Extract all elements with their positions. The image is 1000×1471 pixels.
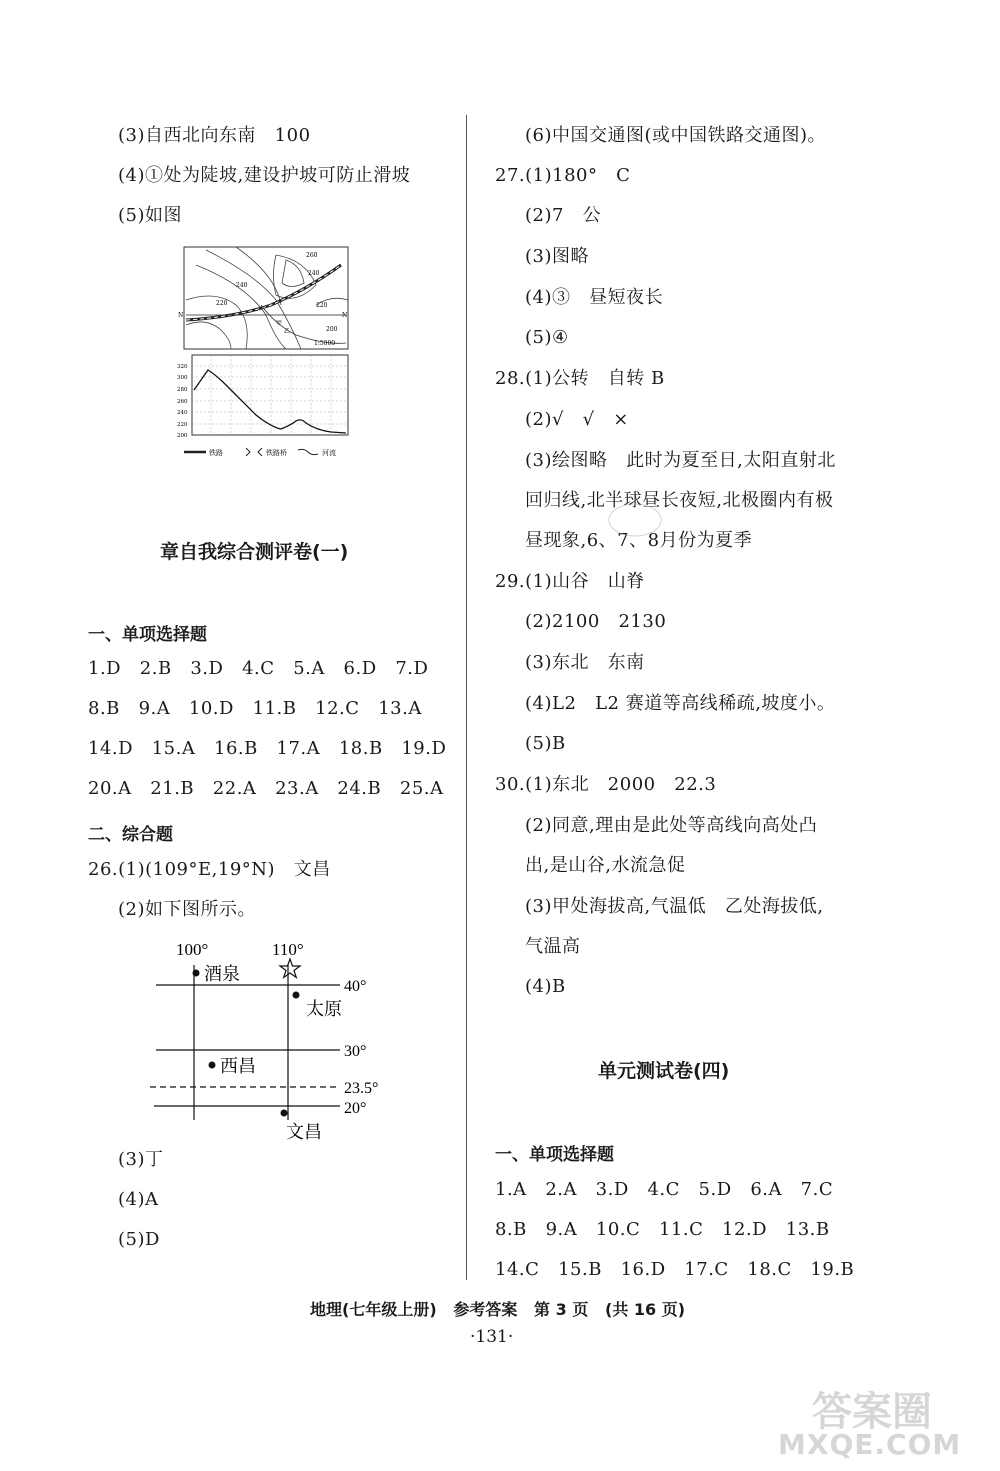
answer-line: (3)东北 东南 [525,652,645,673]
answer-line: (3)自西北向东南 100 [118,125,311,146]
y-tick: 280 [177,387,188,393]
answer-line: (2)2100 2130 [525,611,667,632]
latlon-grid-figure [140,935,400,1145]
lon-label: 110° [272,940,304,959]
site-watermark: MXQE.COM [778,1428,962,1461]
answer-line: 回归线,北半球昼长夜短,北极圈内有极 [525,490,834,511]
section-title: 一、单项选择题 [88,625,207,645]
y-tick: 320 [177,364,188,370]
answer-line: 27.(1)180° C [495,165,631,186]
answer-line: (3)甲处海拔高,气温低 乙处海拔低, [525,896,824,917]
contour-label: 200 [326,326,338,333]
answer-line: (2)同意,理由是此处等高线向高处凸 [525,815,818,836]
city-label: 太原 [306,999,342,1020]
city-label: 西昌 [220,1056,256,1077]
answer-row: 20.A 21.B 22.A 23.A 24.B 25.A [88,778,444,799]
answer-line: (3)绘图略 此时为夏至日,太阳直射北 [525,450,836,471]
answer-line: (4)①处为陡坡,建设护坡可防止滑坡 [118,165,411,186]
answer-line: (5)④ [525,327,569,348]
page-footer: 地理(七年级上册) 参考答案 第 3 页 (共 16 页) [310,1300,686,1319]
answer-line: 29.(1)山谷 山脊 [495,571,645,592]
city-label: 酒泉 [204,964,240,985]
contour-label: 260 [306,252,318,259]
y-tick: 260 [177,399,188,405]
answer-line: (2)√ √ × [525,409,629,430]
answer-line: 出,是山谷,水流急促 [525,855,686,876]
y-tick: 300 [177,375,188,381]
profile-end-label: N [342,312,348,319]
lat-label: 20° [344,1100,367,1117]
answer-line: (4)B [525,976,566,997]
answer-line: 气温高 [525,936,581,957]
legend-bridge: 铁路桥 [266,449,287,457]
star-icon [280,959,300,978]
answer-row: 8.B 9.A 10.D 11.B 12.C 13.A [88,698,422,719]
answer-row: 14.D 15.A 16.B 17.A 18.B 19.D [88,738,447,759]
section-heading: 单元测试卷(四) [598,1060,730,1082]
lat-label: 23.5° [344,1080,379,1097]
page-number: ·131· [470,1327,514,1347]
profile-end-label: N [178,312,184,319]
point-label: 乙 [284,328,291,335]
section-title: 二、综合题 [88,825,173,845]
answer-line: (2)7 公 [525,205,602,226]
lat-label: 30° [344,1043,367,1060]
answer-line: (3)图略 [525,246,589,267]
point-label: 甲 [276,320,283,327]
legend-rail: 铁路 [209,449,223,457]
answer-line: 30.(1)东北 2000 22.3 [495,774,717,795]
city-label: 文昌 [286,1122,322,1143]
brand-watermark: 答案圈 [812,1389,932,1435]
answer-line: (2)如下图所示。 [118,899,256,920]
answer-line: (3)丁 [118,1149,164,1170]
contour-profile-figure [176,245,350,463]
answer-row: 8.B 9.A 10.C 11.C 12.D 13.B [495,1219,830,1240]
legend-river: 河流 [322,449,336,457]
answer-line: (5)B [525,733,566,754]
answer-line: 昼现象,6、7、8月份为夏季 [525,530,753,551]
answer-line: (5)如图 [118,205,182,226]
y-tick: 220 [177,422,188,428]
section-heading: 章自我综合测评卷(一) [160,541,349,563]
answer-line: (5)D [118,1229,160,1250]
lon-label: 100° [176,940,209,959]
lat-label: 40° [344,978,367,995]
answer-row: 1.A 2.A 3.D 4.C 5.D 6.A 7.C [495,1179,834,1200]
contour-label: 220 [316,302,328,309]
answer-line: (6)中国交通图(或中国铁路交通图)。 [525,125,827,146]
answer-line: (4)A [118,1189,159,1210]
stamp-watermark [605,500,665,540]
contour-label: 220 [216,300,228,307]
answer-line: 28.(1)公转 自转 B [495,368,665,389]
answer-line: (4)L2 L2 赛道等高线稀疏,坡度小。 [525,693,836,714]
scale-label: 1:5000 [314,340,336,347]
answer-line: (4)③ 昼短夜长 [525,287,664,308]
contour-label: 240 [308,270,320,277]
y-tick: 200 [177,433,188,439]
answer-line: 26.(1)(109°E,19°N) 文昌 [88,859,331,880]
section-title: 一、单项选择题 [495,1145,614,1165]
contour-label: 240 [236,282,248,289]
answer-row: 1.D 2.B 3.D 4.C 5.A 6.D 7.D [88,658,429,679]
answer-row: 14.C 15.B 16.D 17.C 18.C 19.B [495,1259,855,1280]
column-divider [466,115,467,1280]
y-tick: 240 [177,410,188,416]
